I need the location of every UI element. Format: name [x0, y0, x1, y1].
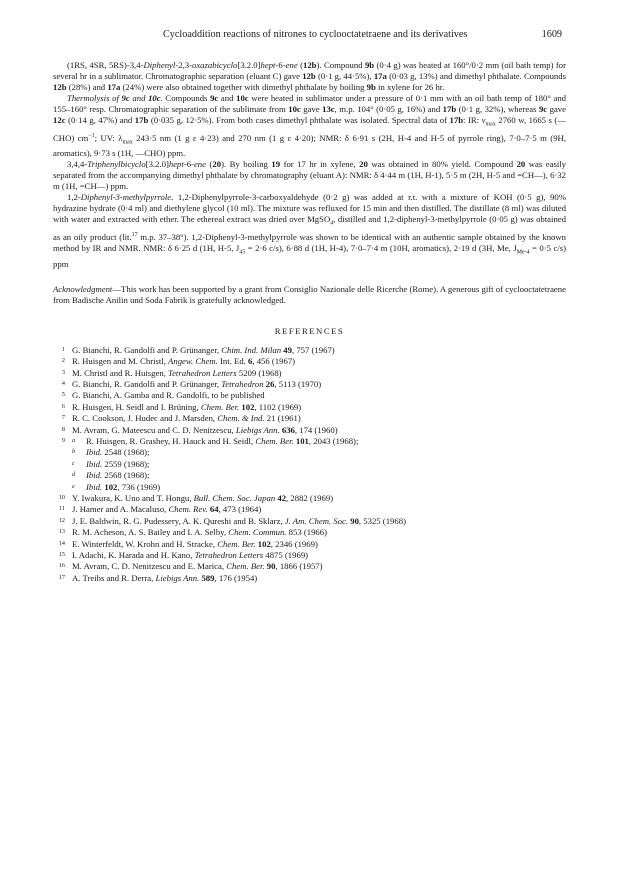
text-run: -6-	[183, 159, 194, 170]
text-run: 5209 (1968)	[236, 367, 282, 378]
text-run: ). Compound	[316, 60, 365, 70]
text-run: , distilled and 1,2-diphenyl-3-methylpyrrole (0·05 g) was obtained as an oily product (lit.	[53, 214, 566, 242]
reference-number: 10	[58, 494, 65, 501]
text-run: 20	[212, 159, 222, 170]
reference-item	[53, 356, 566, 367]
reference-item	[53, 493, 566, 504]
references-heading: REFERENCES	[274, 325, 345, 336]
text-run: Tetrahedron	[221, 378, 264, 389]
text-run: , 456 (1967)	[252, 356, 296, 367]
text-run: (1RS, 4SR, 5RS)-3,4-	[67, 60, 144, 70]
text-run: , 174 (1960)	[294, 424, 338, 435]
text-run: , 1102 (1969)	[254, 401, 302, 412]
text-run: G. Bianchi, A. Gamba and R. Gandolfi, to be published	[72, 390, 265, 401]
text-run: Chem. & Ind.	[217, 413, 265, 424]
text-run: 12c	[53, 115, 66, 125]
text-run: Chem. Ber.	[217, 538, 256, 549]
reference-number: 12	[58, 516, 65, 524]
text-run: A. Treibs and R. Derra,	[72, 572, 156, 583]
text-run: 90	[350, 515, 359, 526]
text-run: , m.p. 104° (0·05 g, 16%) and	[334, 104, 443, 114]
text-run: 9c	[121, 93, 130, 103]
text-run: Liebigs Ann.	[235, 424, 280, 435]
reference-item	[53, 345, 566, 356]
reference-item	[53, 425, 566, 436]
text-run: I. Adachi, K. Harada and H. Kano,	[72, 550, 195, 561]
text-run: in xylene for 26 hr.	[375, 82, 445, 92]
reference-item	[53, 413, 566, 424]
text-run: 12b	[53, 82, 67, 92]
text-run: 13c	[322, 104, 335, 114]
text-run: , 2043 (1968);	[308, 435, 359, 446]
text-run: Chem. Ber.	[200, 401, 240, 412]
text-run: 17b	[134, 115, 149, 125]
reference-sublabel: b	[72, 448, 76, 456]
reference-sublabel: a	[72, 436, 76, 444]
text-run: R. C. Cookson, J. Hudec and J. Marsden,	[72, 413, 218, 424]
text-run: R. M. Acheson, A. S. Bailey and I. A. Selby,	[72, 527, 229, 538]
reference-number: 4	[61, 379, 65, 387]
reference-item	[53, 390, 566, 401]
text-run: G. Bianchi, R. Gandolfi and P. Grünanger,	[72, 344, 222, 355]
reference-item	[53, 516, 566, 527]
text-run: , 5113 (1970)	[274, 378, 322, 389]
text-run: 6	[248, 356, 253, 367]
text-run: and	[129, 93, 149, 103]
text-run: = 2·6 c/s), 6·88 d (1H, H-4), 7·0–7·4 m (10H, aromatics), 2·19 d (3H, Me, J	[245, 242, 517, 253]
reference-item	[53, 470, 566, 481]
text-run: max	[122, 139, 133, 146]
reference-number: 1	[61, 345, 65, 353]
text-run: 9c	[210, 93, 219, 103]
reference-list	[53, 345, 566, 585]
reference-item	[53, 527, 566, 538]
text-run: Diphenyl-3-methylpyrrole	[80, 192, 172, 203]
text-run: -6-	[275, 60, 286, 70]
text-run: , 736 (1969)	[117, 481, 161, 492]
text-run: M. Avram, G. Mateescu and C. D. Nenitzescu,	[72, 424, 236, 435]
text-run: 21 (1961)	[264, 413, 301, 424]
text-run: Liebigs Ann.	[155, 572, 200, 583]
reference-number: 11	[59, 505, 65, 513]
text-run: Ibid.	[86, 470, 103, 481]
reference-item	[53, 504, 566, 515]
text-run: R. Huisgen, H. Seidl and I. Brüning,	[72, 401, 201, 412]
text-run: 9b	[364, 60, 375, 70]
text-run: 64	[209, 504, 219, 515]
text-run: J. Hamer and A. Macaluso,	[72, 504, 169, 515]
reference-item	[53, 379, 566, 390]
text-run: : IR: ν	[463, 115, 486, 125]
text-run: and	[218, 93, 237, 103]
reference-item	[53, 550, 566, 561]
text-run: hept	[260, 60, 276, 70]
running-title: Cycloaddition reactions of nitrones to cyclooctatetraene and its derivatives	[163, 29, 468, 40]
text-run: Ibid.	[86, 447, 103, 458]
text-run: (0·03 g, 13%) and dimethyl phthalate. Compounds	[386, 71, 566, 81]
text-run: 90	[266, 561, 276, 572]
reference-number: 16	[58, 562, 65, 570]
text-run: Thermolysis of	[67, 93, 122, 103]
text-run: Bull. Chem. Soc. Japan	[193, 493, 276, 503]
text-run: 102	[104, 481, 118, 492]
text-run: , 2346 (1969)	[270, 538, 318, 549]
text-run: , 2882 (1969)	[286, 493, 334, 503]
reference-item	[53, 436, 566, 447]
reference-item	[53, 561, 566, 572]
text-run: Angew. Chem.	[168, 356, 218, 367]
text-run: ). By boiling	[221, 159, 272, 170]
text-run: ; UV: λ	[94, 132, 123, 143]
text-run: , 473 (1964)	[218, 504, 262, 515]
acknowledgement	[53, 284, 566, 306]
text-run: Y. Iwakura, K. Uno and T. Hongu,	[72, 493, 194, 503]
text-run: , 757 (1967)	[291, 344, 335, 355]
text-run: M. Avram, C. D. Nenitzescu and E. Marica,	[72, 561, 227, 572]
text-run: (	[206, 159, 213, 170]
running-header	[53, 29, 562, 43]
text-run: ene	[193, 159, 207, 170]
reference-number: 15	[58, 551, 65, 559]
text-run: , 176 (1954)	[214, 572, 258, 583]
text-run: Ibid.	[86, 481, 103, 492]
reference-item	[53, 539, 566, 550]
text-run: (	[297, 60, 303, 70]
text-run: Chim. Ind. Milan	[221, 344, 282, 355]
text-run: 9c	[538, 104, 548, 114]
acknowledgement-text: —This work has been supported by a grant from Consiglio Nazionale delle Ricerche (Rome). A generous gift of cyclooctatetraene from Badische Anilin und Soda Fabrik is gratefully acknowledged.	[53, 283, 566, 305]
text-run: . 1,2-Diphenylpyrrole-3-carboxyaldehyde (0·2 g) was added at r.t. with a mixture of KOH (0·5 g), 90% hydrazine hydrate (0·4 ml) and diethylene glycol (10 ml). The mixture was refluxed for 15 min and then distilled. The distillate (8 ml) was diluted with water and extracted with ether. The ethereal extract was dried over MgSO	[53, 192, 566, 225]
text-run: 20	[359, 159, 368, 170]
reference-sublabel: e	[72, 482, 75, 490]
text-run: 2559 (1968);	[102, 458, 150, 469]
reference-number: 6	[61, 402, 65, 410]
text-run: . Compounds	[160, 93, 211, 103]
text-run: 12b	[302, 60, 317, 70]
text-run: (24%) were also obtained together with dimethyl phthalate by boiling	[120, 82, 367, 92]
text-run: 17b	[442, 104, 457, 114]
text-run: 26	[265, 378, 275, 389]
reference-number: 5	[61, 391, 65, 399]
text-run: (28%) and	[66, 82, 108, 92]
text-run: 17a	[373, 71, 387, 81]
reference-sublabel: c	[72, 459, 75, 467]
text-run: [3.2.0]	[145, 159, 169, 170]
text-run: −1	[88, 132, 95, 139]
text-run: 42	[277, 493, 287, 503]
text-run: oxazabicyclo	[191, 60, 238, 70]
text-run: J. E. Baldwin, R. G. Pudessery, A. K. Qureshi and B. Sklarz,	[72, 515, 285, 526]
text-run: was easily separated from the accompanying dimethyl phthalate by chromatography (eluant A): NMR: δ 4·44 m (1H, H-1), 5·5 m (2H, H-5 and =CH—), 6·32 m (1H, =CH—) ppm.	[53, 159, 567, 192]
text-run: gave	[300, 104, 323, 114]
reference-number: 8	[61, 425, 65, 433]
text-run: 1,2-	[67, 192, 81, 203]
text-run: Chem. Ber.	[255, 435, 294, 446]
reference-item	[53, 573, 566, 584]
text-run: (0·035 g, 12·5%). From both cases dimethyl phthalate was isolated. Spectral data of	[148, 115, 450, 125]
text-run: were heated in sublimator under a pressure of 0·1 mm with an oil bath temp of 180° and 155–160° resp. Chromatographic separation of the sublimate from	[53, 93, 567, 114]
reference-number: 17	[58, 573, 65, 581]
text-run: Tetrahedron Letters	[168, 367, 237, 378]
text-run: 20	[516, 159, 526, 170]
text-run: 10c	[236, 93, 249, 103]
reference-sublabel: d	[72, 471, 76, 479]
text-run: for 17 hr in xylene,	[280, 159, 360, 170]
text-run: , 5325 (1968)	[358, 515, 406, 526]
text-run: 4875 (1969)	[263, 550, 309, 561]
text-run: Tetrahedron Letters	[194, 550, 264, 561]
text-run: Diphenyl	[143, 60, 176, 70]
text-run: G. Bianchi, R. Gandolfi and P. Grünanger,	[72, 378, 222, 389]
reference-item	[53, 402, 566, 413]
text-run: 636	[281, 424, 295, 435]
text-run: Ibid.	[86, 458, 103, 469]
reference-number: 7	[61, 414, 65, 422]
text-run: 102	[241, 401, 255, 412]
text-run: max	[485, 121, 496, 128]
body-paragraph	[53, 192, 566, 269]
text-run: , 1866 (1957)	[275, 561, 323, 572]
text-run: 102	[257, 538, 271, 549]
text-run: Chem. Rev.	[168, 504, 208, 515]
body-paragraph	[53, 93, 566, 159]
reference-number: 2	[61, 357, 65, 365]
text-run: (0·14 g, 47%) and	[65, 115, 135, 125]
text-run: R. Huisgen and M. Christl,	[72, 356, 169, 367]
page-number: 1609	[541, 29, 562, 40]
reference-item	[53, 368, 566, 379]
text-run: 12b	[302, 71, 316, 81]
text-run: ene	[285, 60, 298, 70]
text-run: R. Huisgen, R. Grashey, H. Hauck and H. Seidl,	[86, 435, 256, 446]
text-run: 10c	[148, 93, 161, 103]
text-run: 9b	[366, 82, 376, 92]
text-run: (0·4 g) was heated at 160°/0·2 mm (oil bath temp) for several hr in a sublimator. Chromatographic separation (eluant C) gave	[53, 60, 566, 81]
article-body	[53, 60, 566, 584]
text-run: M. Christl and R. Huisgen,	[72, 367, 169, 378]
text-run: Triphenylbicyclo	[87, 159, 146, 170]
text-run: = 0·5 c/s) ppm	[53, 242, 566, 269]
text-run: 17a	[107, 82, 121, 92]
acknowledgement-label: Acknowledgment	[53, 283, 113, 294]
text-run: E. Winterfeldt, W. Krohn and H. Stracke,	[72, 538, 218, 549]
text-run: [3.2.0]	[237, 60, 261, 70]
text-run: 101	[295, 435, 309, 446]
reference-number: 3	[61, 368, 65, 376]
text-run: -2,3-	[175, 60, 192, 70]
text-run: 17	[131, 232, 138, 239]
text-run: J. Am. Chem. Soc.	[284, 515, 349, 526]
text-run: Int. Ed.	[217, 356, 249, 367]
reference-item	[53, 459, 566, 470]
text-run: 10c	[288, 104, 301, 114]
text-run: was obtained in 80% yield. Compound	[367, 159, 517, 170]
body-paragraph	[53, 60, 566, 93]
text-run: Chem. Ber.	[226, 561, 265, 572]
reference-item	[53, 447, 566, 458]
reference-number: 9	[61, 436, 65, 444]
text-run: (0·1 g, 44·5%),	[315, 71, 374, 81]
text-run: 17b	[449, 115, 464, 125]
body-paragraph	[53, 159, 566, 192]
text-run: (0·1 g, 32%), whereas	[456, 104, 539, 114]
text-run: 49	[283, 344, 292, 355]
text-run: 4	[330, 221, 334, 228]
text-run: Me-4	[516, 249, 530, 256]
text-run: 3,4,4-	[67, 159, 88, 170]
experimental-section	[53, 60, 566, 270]
text-run: 19	[271, 159, 281, 170]
text-run: 853 (1966)	[286, 527, 328, 538]
text-run: Chem. Commun.	[228, 527, 287, 538]
text-run: 2760 w, 1665 s (—CHO) cm	[53, 115, 566, 143]
text-run: m.p. 37–38°). 1,2-Diphenyl-3-methylpyrrole was shown to be identical with an authentic sample obtained by the known method by IR and NMR. NMR: δ 6·25 d (1H, H-5, J	[53, 231, 566, 253]
text-run: 45	[239, 249, 246, 256]
reference-number: 13	[58, 528, 65, 536]
text-run: gave	[547, 104, 566, 114]
text-run: 2548 (1968);	[102, 447, 150, 458]
reference-item	[53, 482, 566, 493]
text-run: hept	[168, 159, 184, 170]
reference-number: 14	[58, 539, 65, 547]
text-run: 243·5 nm (1 g ε 4·23) and 270 nm (1 g ε 4·20); NMR: δ 6·91 s (2H, H-4 and H-5 of pyrrole ring), 7·0–7·5 m (9H, aromatics), 9·73 s (1H, —CHO) ppm.	[53, 132, 566, 159]
text-run: 2568 (1968);	[102, 470, 150, 481]
text-run: 589	[201, 572, 215, 583]
